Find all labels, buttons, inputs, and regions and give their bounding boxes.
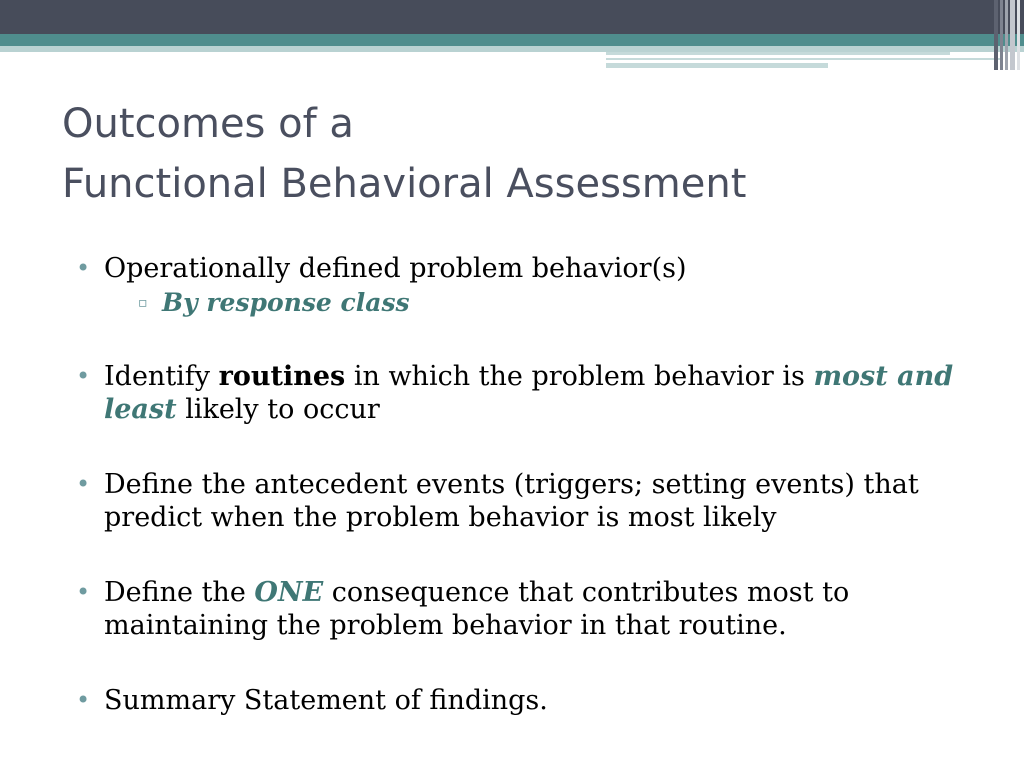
- header-corner-stripes: [994, 0, 1024, 70]
- sub-bullet-icon: ▫: [138, 295, 148, 311]
- bullet-text: Operationally defined problem behavior(s): [104, 253, 687, 284]
- bullet-item: [76, 576, 956, 642]
- bullet-item: [76, 252, 956, 318]
- bullet-text: Define the: [104, 577, 255, 608]
- slide-title: Outcomes of a Functional Behavioral Assessment: [62, 101, 747, 207]
- bullet-text: in which the problem behavior is: [345, 361, 814, 392]
- bullet-icon: •: [76, 254, 91, 282]
- bullet-bold-text: routines: [218, 361, 346, 392]
- header-accent-line: [606, 58, 1002, 60]
- header-accent-line: [606, 52, 950, 55]
- bullet-list: [76, 252, 956, 717]
- sub-bullet-item: [104, 288, 956, 318]
- bullet-emphasis-text: most and least: [104, 361, 954, 425]
- bullet-text: Define the antecedent events (triggers; setting events) that predict when the problem behavior is most likely: [104, 469, 919, 533]
- bullet-text: consequence that contributes most to maintaining the problem behavior in that routine.: [104, 577, 850, 641]
- bullet-icon: •: [76, 686, 91, 714]
- bullet-item: [76, 684, 956, 717]
- bullet-item: [76, 360, 956, 426]
- bullet-icon: •: [76, 470, 91, 498]
- bullet-text: Summary Statement of findings.: [104, 685, 548, 716]
- header-accent-line: [606, 63, 828, 68]
- bullet-icon: •: [76, 362, 91, 390]
- header-dark-band: [0, 0, 1024, 34]
- bullet-text: likely to occur: [176, 394, 380, 425]
- bullet-icon: •: [76, 578, 91, 606]
- bullet-text: Identify: [104, 361, 219, 392]
- bullet-item: [76, 468, 956, 534]
- bullet-emphasis-text: ONE: [254, 577, 324, 608]
- sub-bullet-text: By response class: [162, 288, 410, 317]
- header-teal-band: [0, 34, 1024, 46]
